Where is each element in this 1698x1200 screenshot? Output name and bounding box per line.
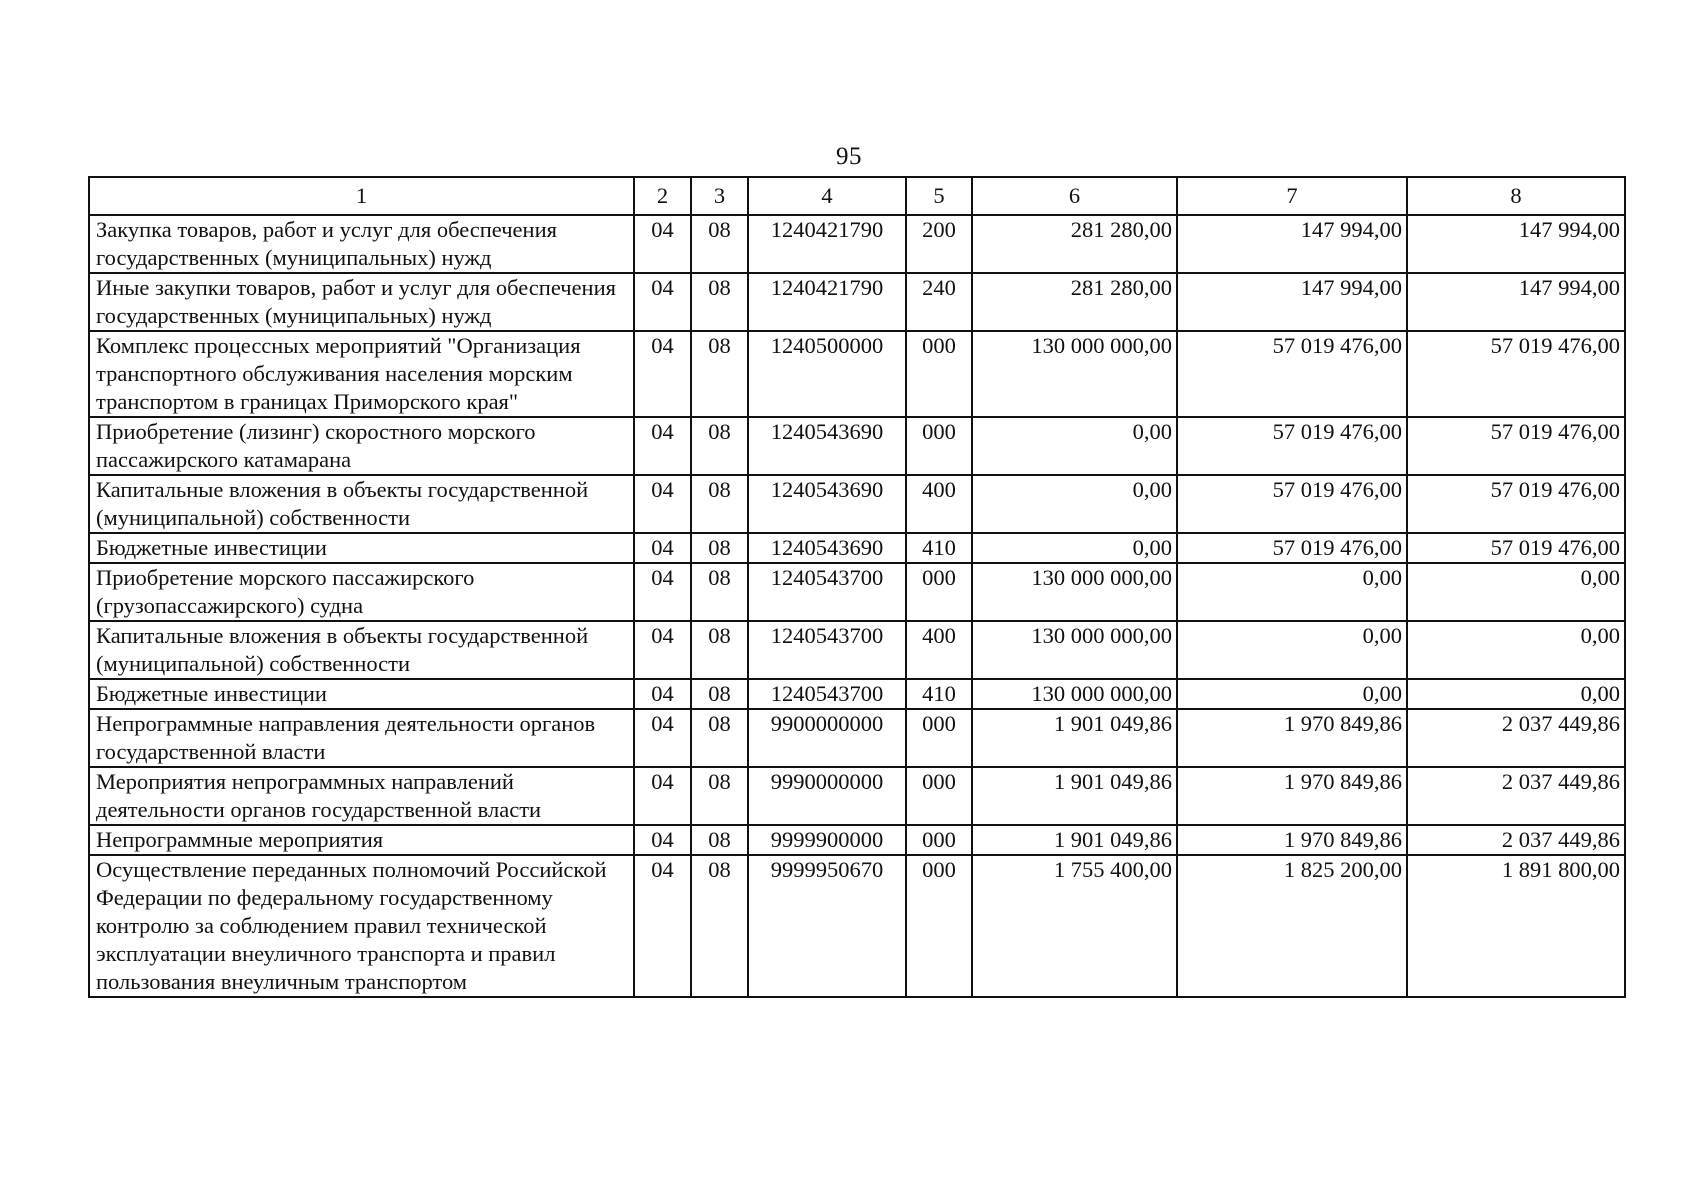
section-code: 04 [634, 855, 691, 997]
amount-col8: 2 037 449,86 [1407, 825, 1625, 855]
table-row [89, 215, 1625, 273]
subsection-code: 08 [691, 563, 748, 621]
amount-col7: 1 825 200,00 [1177, 855, 1407, 997]
row-name: Приобретение морского пассажирского (грузопассажирского) судна [89, 563, 634, 621]
target-article-code: 1240421790 [748, 273, 906, 331]
target-article-code: 9900000000 [748, 709, 906, 767]
amount-col7: 1 970 849,86 [1177, 767, 1407, 825]
table-body [89, 215, 1625, 997]
amount-col7: 147 994,00 [1177, 273, 1407, 331]
row-name: Закупка товаров, работ и услуг для обеспечения государственных (муниципальных) нужд [89, 215, 634, 273]
amount-col6: 1 755 400,00 [972, 855, 1177, 997]
table-row [89, 563, 1625, 621]
section-code: 04 [634, 563, 691, 621]
target-article-code: 1240543700 [748, 679, 906, 709]
table-row [89, 855, 1625, 997]
expense-type-code: 000 [906, 709, 972, 767]
table-row [89, 331, 1625, 417]
subsection-code: 08 [691, 621, 748, 679]
amount-col7: 57 019 476,00 [1177, 533, 1407, 563]
expense-type-code: 000 [906, 563, 972, 621]
amount-col6: 130 000 000,00 [972, 679, 1177, 709]
expense-type-code: 240 [906, 273, 972, 331]
budget-table [88, 176, 1626, 998]
amount-col6: 281 280,00 [972, 215, 1177, 273]
amount-col8: 2 037 449,86 [1407, 709, 1625, 767]
table-row [89, 273, 1625, 331]
row-name: Осуществление переданных полномочий Российской Федерации по федеральному государственному контролю за соблюдением правил технической эксплуатации внеуличного транспорта и правил пользования внеуличным транспортом [89, 855, 634, 997]
section-code: 04 [634, 215, 691, 273]
amount-col7: 57 019 476,00 [1177, 475, 1407, 533]
subsection-code: 08 [691, 273, 748, 331]
amount-col6: 0,00 [972, 417, 1177, 475]
row-name: Капитальные вложения в объекты государственной (муниципальной) собственности [89, 621, 634, 679]
expense-type-code: 000 [906, 825, 972, 855]
expense-type-code: 410 [906, 533, 972, 563]
section-code: 04 [634, 679, 691, 709]
amount-col8: 57 019 476,00 [1407, 331, 1625, 417]
subsection-code: 08 [691, 475, 748, 533]
target-article-code: 1240543690 [748, 417, 906, 475]
amount-col7: 1 970 849,86 [1177, 709, 1407, 767]
row-name: Иные закупки товаров, работ и услуг для обеспечения государственных (муниципальных) нужд [89, 273, 634, 331]
table-row [89, 417, 1625, 475]
column-header: 3 [691, 177, 748, 215]
section-code: 04 [634, 331, 691, 417]
column-header: 8 [1407, 177, 1625, 215]
amount-col8: 0,00 [1407, 679, 1625, 709]
subsection-code: 08 [691, 679, 748, 709]
expense-type-code: 200 [906, 215, 972, 273]
row-name: Непрограммные направления деятельности органов государственной власти [89, 709, 634, 767]
amount-col6: 130 000 000,00 [972, 563, 1177, 621]
amount-col6: 1 901 049,86 [972, 767, 1177, 825]
target-article-code: 9999900000 [748, 825, 906, 855]
section-code: 04 [634, 475, 691, 533]
subsection-code: 08 [691, 767, 748, 825]
section-code: 04 [634, 417, 691, 475]
row-name: Капитальные вложения в объекты государственной (муниципальной) собственности [89, 475, 634, 533]
column-header: 4 [748, 177, 906, 215]
target-article-code: 1240543700 [748, 563, 906, 621]
amount-col8: 147 994,00 [1407, 215, 1625, 273]
table-row [89, 679, 1625, 709]
amount-col6: 0,00 [972, 475, 1177, 533]
header-row [89, 177, 1625, 215]
subsection-code: 08 [691, 215, 748, 273]
expense-type-code: 400 [906, 621, 972, 679]
amount-col7: 0,00 [1177, 679, 1407, 709]
subsection-code: 08 [691, 855, 748, 997]
target-article-code: 1240500000 [748, 331, 906, 417]
target-article-code: 1240543700 [748, 621, 906, 679]
amount-col8: 57 019 476,00 [1407, 475, 1625, 533]
subsection-code: 08 [691, 709, 748, 767]
column-header: 1 [89, 177, 634, 215]
expense-type-code: 400 [906, 475, 972, 533]
amount-col8: 2 037 449,86 [1407, 767, 1625, 825]
expense-type-code: 000 [906, 417, 972, 475]
column-header: 7 [1177, 177, 1407, 215]
subsection-code: 08 [691, 417, 748, 475]
amount-col6: 130 000 000,00 [972, 331, 1177, 417]
amount-col8: 57 019 476,00 [1407, 417, 1625, 475]
target-article-code: 9999950670 [748, 855, 906, 997]
row-name: Мероприятия непрограммных направлений деятельности органов государственной власти [89, 767, 634, 825]
target-article-code: 9990000000 [748, 767, 906, 825]
amount-col7: 147 994,00 [1177, 215, 1407, 273]
amount-col6: 0,00 [972, 533, 1177, 563]
amount-col8: 0,00 [1407, 621, 1625, 679]
section-code: 04 [634, 273, 691, 331]
amount-col8: 147 994,00 [1407, 273, 1625, 331]
expense-type-code: 410 [906, 679, 972, 709]
target-article-code: 1240543690 [748, 475, 906, 533]
row-name: Бюджетные инвестиции [89, 533, 634, 563]
expense-type-code: 000 [906, 331, 972, 417]
page-number: 95 [836, 143, 862, 170]
section-code: 04 [634, 533, 691, 563]
table-row [89, 533, 1625, 563]
row-name: Приобретение (лизинг) скоростного морского пассажирского катамарана [89, 417, 634, 475]
amount-col8: 57 019 476,00 [1407, 533, 1625, 563]
expense-type-code: 000 [906, 767, 972, 825]
amount-col6: 281 280,00 [972, 273, 1177, 331]
amount-col6: 1 901 049,86 [972, 825, 1177, 855]
amount-col6: 1 901 049,86 [972, 709, 1177, 767]
amount-col7: 57 019 476,00 [1177, 417, 1407, 475]
table-row [89, 621, 1625, 679]
row-name: Бюджетные инвестиции [89, 679, 634, 709]
section-code: 04 [634, 621, 691, 679]
section-code: 04 [634, 825, 691, 855]
amount-col7: 0,00 [1177, 621, 1407, 679]
row-name: Непрограммные мероприятия [89, 825, 634, 855]
column-header: 6 [972, 177, 1177, 215]
amount-col8: 1 891 800,00 [1407, 855, 1625, 997]
table-row [89, 767, 1625, 825]
target-article-code: 1240543690 [748, 533, 906, 563]
subsection-code: 08 [691, 533, 748, 563]
expense-type-code: 000 [906, 855, 972, 997]
target-article-code: 1240421790 [748, 215, 906, 273]
row-name: Комплекс процессных мероприятий "Организация транспортного обслуживания населения морским транспортом в границах Приморского края" [89, 331, 634, 417]
amount-col8: 0,00 [1407, 563, 1625, 621]
amount-col7: 1 970 849,86 [1177, 825, 1407, 855]
column-header: 5 [906, 177, 972, 215]
column-header: 2 [634, 177, 691, 215]
section-code: 04 [634, 767, 691, 825]
amount-col7: 0,00 [1177, 563, 1407, 621]
subsection-code: 08 [691, 331, 748, 417]
section-code: 04 [634, 709, 691, 767]
subsection-code: 08 [691, 825, 748, 855]
amount-col6: 130 000 000,00 [972, 621, 1177, 679]
table-row [89, 475, 1625, 533]
table-row [89, 709, 1625, 767]
table-row [89, 825, 1625, 855]
amount-col7: 57 019 476,00 [1177, 331, 1407, 417]
